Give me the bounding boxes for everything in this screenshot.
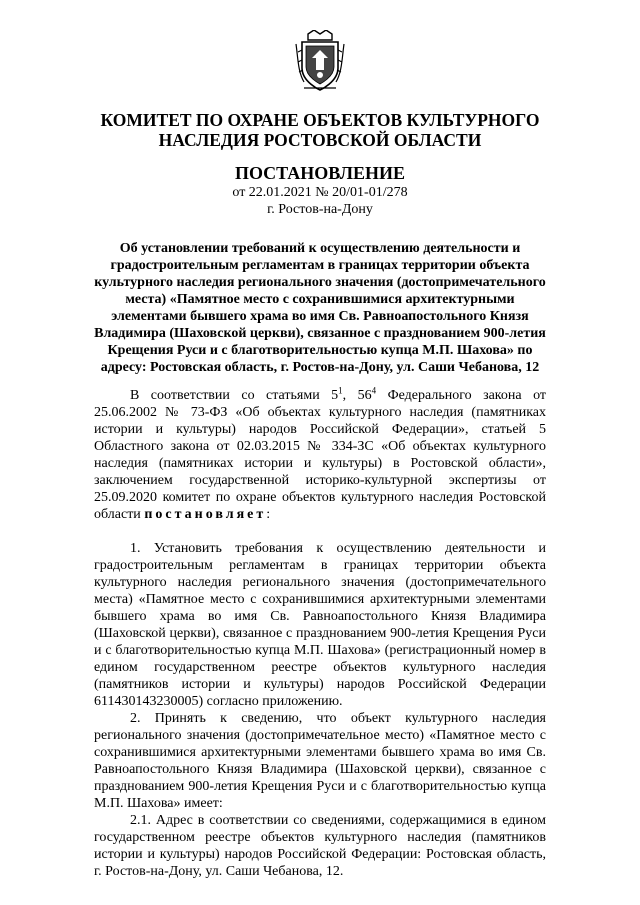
decree-word: постановляет	[144, 507, 267, 522]
city: г. Ростов-на-Дону	[267, 202, 373, 217]
preamble-text: Федерального закона от 25.06.2002 № 73-ФЗ «Об объектах культурного наследия (памятниках истории и культуры) народов Российской Федерации», статьей 5 Областного закона от 02.03.2015 № 334-ЗС «Об объектах культурного наследия (памятниках истории и культуры) в Ростовской области», заключением государственной историко-культурной экспертизы от 25.09.2020 комитет по охране объектов культурного наследия Ростовской области	[94, 388, 547, 522]
document-type: ПОСТАНОВЛЕНИЕ	[234, 163, 406, 183]
list-item: 1. Установить требования к осуществлению деятельности и градостроительным регламентам в границах территории объекта культурного наследия регионального значения (достопримечательного места) «Памятное место с сохранившимися архитектурными элементами бывшего храма во имя Св. Равноапостольного Князя Владимира (Шаховской церкви), связанное с празднованием 900-летия Крещения Руси и с благотворительностью купца М.П. Шахова» (регистрационный номер в едином государственном реестре объектов культурного наследия (памятников истории и культуры) народов Российской Федерации 611430143230005) согласно приложению.	[94, 541, 546, 709]
coat-of-arms-icon	[294, 30, 346, 94]
preamble-text: , 56	[342, 388, 372, 403]
date-and-number: от 22.01.2021 № 20/01-01/278	[232, 185, 408, 200]
superscript: 4	[371, 385, 377, 396]
preamble-paragraph	[94, 387, 546, 523]
preamble-text: В соответствии со статьями 5	[130, 388, 339, 403]
committee-line-2: НАСЛЕДИЯ РОСТОВСКОЙ ОБЛАСТИ	[158, 130, 482, 150]
superscript: 1	[338, 385, 343, 396]
committee-line-1: КОМИТЕТ ПО ОХРАНЕ ОБЪЕКТОВ КУЛЬТУРНОГО	[100, 110, 540, 130]
list-item: 2.1. Адрес в соответствии со сведениями, содержащимися в едином государственном реестре объектов культурного наследия (памятников истории и культуры) народов Российской Федерации: Ростовская область, г. Ростов-на-Дону, ул. Саши Чебанова, 12.	[94, 813, 546, 879]
list-item: 2. Принять к сведению, что объект культурного наследия регионального значения (достопримечательное место) «Памятное место с сохранившимися архитектурными элементами бывшего храма во имя Св. Равноапостольного Князя Владимира (Шаховской церкви), связанное с празднованием 900-летия Крещения Руси и с благотворительностью купца М.П. Шахова» имеет:	[94, 711, 546, 811]
document-subject: Об установлении требований к осуществлению деятельности и градостроительным регламентам в границах территории объекта культурного наследия регионального значения (достопримечательного места) «Памятное место с сохранившимися архитектурными элементами бывшего храма во имя Св. Равноапостольного Князя Владимира (Шаховской церкви), связанное с празднованием 900-летия Крещения Руси и с благотворительностью купца М.П. Шахова» по адресу: Ростовская область, г. Ростов-на-Дону, ул. Саши Чебанова, 12	[94, 241, 546, 375]
committee-name	[80, 110, 560, 150]
preamble-text: :	[266, 507, 271, 522]
document-body	[94, 387, 546, 880]
